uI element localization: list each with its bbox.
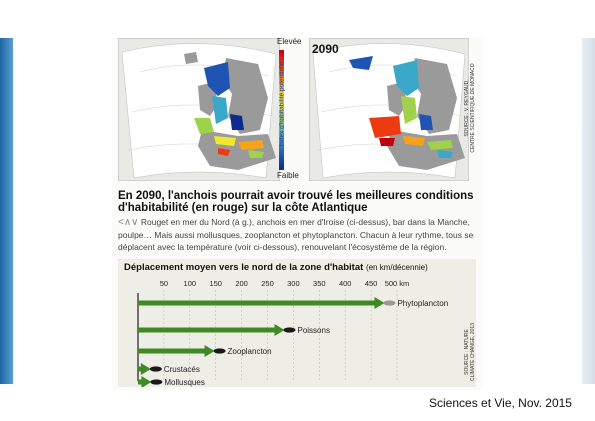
caption xyxy=(118,216,482,253)
chart-title-text: Déplacement moyen vers le nord de la zone d'habitat xyxy=(124,262,364,273)
chart-tick-label: 100 xyxy=(183,279,197,288)
chart-tick-label: 500 km xyxy=(384,279,410,288)
chart-plot xyxy=(118,259,476,387)
chart-tick-label: 300 xyxy=(287,279,300,288)
chart-tick-label: 400 xyxy=(338,279,352,288)
chart-bar-arrowhead xyxy=(141,363,151,375)
organism-icon xyxy=(214,348,226,353)
legend-low-label: Faible xyxy=(277,171,299,180)
chart-category-label: Phytoplancton xyxy=(397,299,449,308)
headline: En 2090, l'anchois pourrait avoir trouvé les meilleures conditions d'habitabilité (en rouge) sur la côte Atlantique xyxy=(118,190,474,214)
map-2090 xyxy=(309,38,469,181)
chart-tick-label: 50 xyxy=(159,279,169,288)
caption-text: Rouget en mer du Nord (à g.), anchois en mer d'Iroise (ci-dessus), bar dans la Manche, poulpe… Mais aussi mollusques, zooplancton et phytoplancton. Chacun à leur rythme, tous se déplacent avec la température (voir ci-dessous), renouvelant l'écosystème de la région. xyxy=(118,217,474,252)
chart-tick-label: 250 xyxy=(261,279,274,288)
credit-line: Sciences et Vie, Nov. 2015 xyxy=(429,396,572,410)
chart-bar-arrowhead xyxy=(205,345,215,357)
left-decor-band xyxy=(0,38,13,384)
right-decor-band xyxy=(582,38,595,384)
chart-tick-label: 200 xyxy=(235,279,248,288)
caption-arrows: <∧∨ xyxy=(118,217,139,228)
organism-icon xyxy=(383,300,395,305)
map-current xyxy=(118,38,280,181)
migration-chart xyxy=(118,259,476,387)
chart-unit: (en km/décennie) xyxy=(365,263,428,272)
chart-category-label: Poissons xyxy=(297,326,330,335)
organism-icon xyxy=(283,327,295,332)
chart-bar xyxy=(138,328,275,333)
chart-source-credit: SOURCE : NATURE CLIMATE CHANGE, 2013 xyxy=(464,323,476,381)
chart-bar xyxy=(138,349,206,354)
map-year-label: 2090 xyxy=(312,42,339,56)
chart-bar-arrowhead xyxy=(274,324,284,336)
chart-tick-label: 350 xyxy=(313,279,326,288)
chart-tick-label: 150 xyxy=(209,279,222,288)
map-source-credit: SOURCE : V. REYGAUD, CENTRE SCIENTIFIQUE DE MONACO xyxy=(464,63,476,153)
chart-category-label: Zooplancton xyxy=(227,347,272,356)
chart-bar-arrowhead xyxy=(374,297,384,309)
chart-tick-label: 450 xyxy=(364,279,378,288)
organism-icon xyxy=(150,366,162,371)
chart-bar-arrowhead xyxy=(141,376,151,387)
legend-axis-label: Index d'habitabilité potentielle xyxy=(278,61,286,147)
legend-high-label: Elevée xyxy=(277,37,302,46)
chart-category-label: Crustacés xyxy=(163,365,200,374)
chart-category-label: Mollusques xyxy=(164,378,205,387)
chart-bar xyxy=(138,301,375,306)
article-sheet xyxy=(112,38,482,390)
organism-icon xyxy=(150,379,162,384)
